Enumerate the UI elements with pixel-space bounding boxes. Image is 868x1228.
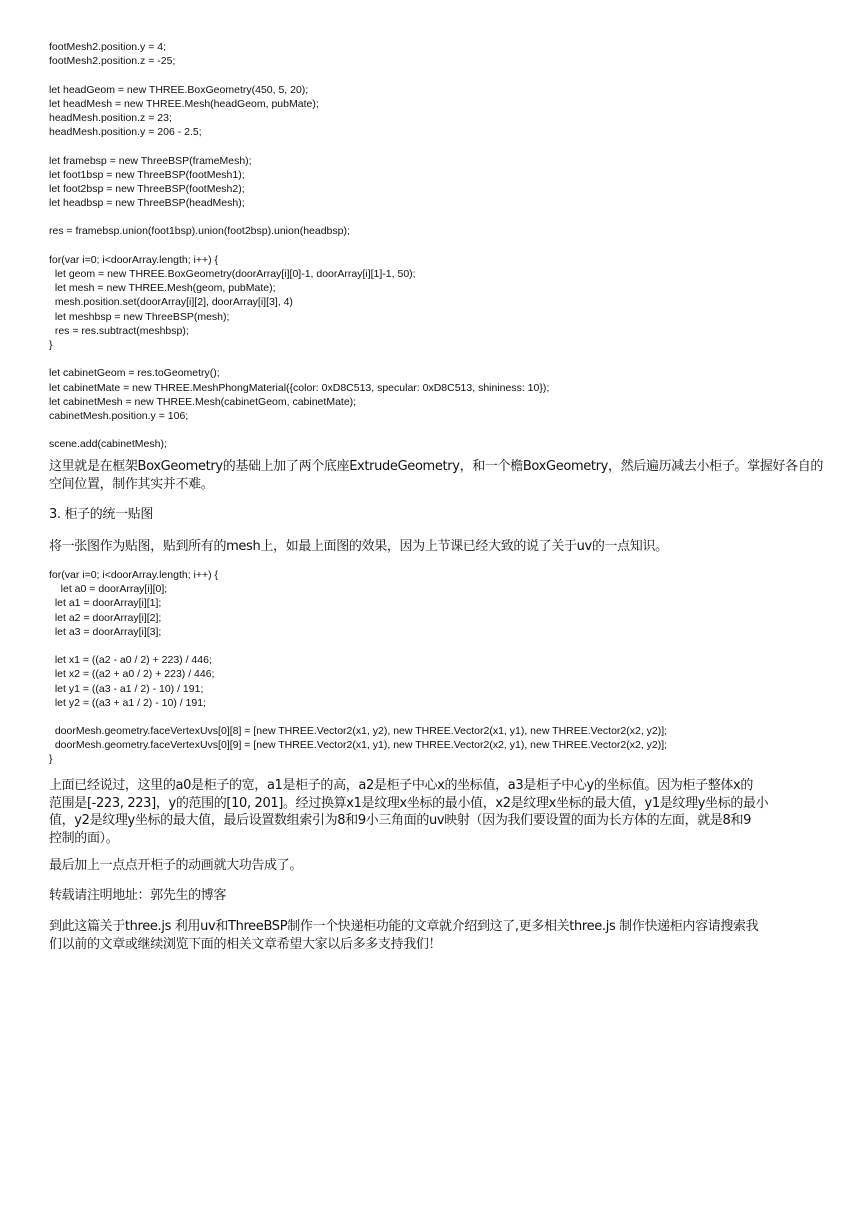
code-line: for(var i=0; i<doorArray.length; i++) { — [49, 569, 219, 581]
code-line — [49, 639, 667, 653]
code-line: headMesh.position.z = 23; — [49, 111, 172, 124]
paragraph-line: 们以前的文章或继续浏览下面的相关文章希望大家以后多多支持我们！ — [49, 936, 442, 952]
paragraph-text: 转载请注明地址：郭先生的博客 — [49, 888, 227, 903]
code-line: let x2 = ((a2 + a0 / 2) + 223) / 446; — [49, 668, 215, 681]
code-line: let a0 = doorArray[i][0]; — [49, 583, 168, 596]
section-heading-text: 3. 柜子的统一贴图 — [49, 507, 154, 522]
code-line: } — [49, 338, 53, 351]
code-line: let headMesh = new THREE.Mesh(headGeom, pubMate); — [49, 97, 319, 110]
code-line: let cabinetMate = new THREE.MeshPhongMaterial({color: 0xD8C513, specular: 0xD8C513, shininess: 10}); — [49, 381, 550, 394]
code-line: headMesh.position.y = 206 - 2.5; — [49, 126, 202, 139]
code-line — [49, 239, 549, 253]
code-line: let cabinetGeom = res.toGeometry(); — [49, 367, 220, 380]
paragraph-line: 上面已经说过，这里的a0是柜子的宽，a1是柜子的高，a2是柜子中心x的坐标值，a3是柜子中心y的坐标值。因为柜子整体x的 — [49, 778, 754, 793]
paragraph-closing — [49, 918, 824, 953]
code-line: res = framebsp.union(foot1bsp).union(foot2bsp).union(headbsp); — [49, 225, 350, 238]
code-line — [49, 352, 549, 366]
code-line: let framebsp = new ThreeBSP(frameMesh); — [49, 154, 252, 167]
code-line: cabinetMesh.position.y = 106; — [49, 409, 189, 422]
paragraph-text: 最后加上一点点开柜子的动画就大功告成了。 — [49, 858, 303, 873]
code-line: doorMesh.geometry.faceVertexUvs[0][9] = [new THREE.Vector2(x1, y1), new THREE.Vector2(x2, y1), new THREE.Vector2(x2, y2)]; — [49, 739, 668, 752]
code-line — [49, 68, 549, 82]
code-line — [49, 210, 549, 224]
code-line: footMesh2.position.z = -25; — [49, 55, 176, 68]
code-block-cabinet-geometry — [49, 40, 549, 451]
code-line: let a3 = doorArray[i][3]; — [49, 625, 162, 638]
code-line: let foot2bsp = new ThreeBSP(footMesh2); — [49, 182, 245, 195]
code-line: let geom = new THREE.BoxGeometry(doorArray[i][0]-1, doorArray[i][1]-1, 50); — [49, 268, 416, 280]
paragraph-line: 到此这篇关于three.js 利用uv和ThreeBSP制作一个快递柜功能的文章就介绍到这了,更多相关three.js 制作快递柜内容请搜索我 — [49, 919, 759, 934]
code-line: scene.add(cabinetMesh); — [49, 438, 167, 451]
paragraph-line: 范围是[-223, 223]，y的范围的[10, 201]。经过换算x1是纹理x坐标的最小值，x2是纹理x坐标的最大值，y1是纹理y坐标的最小 — [49, 795, 769, 811]
paragraph-line: 控制的面）。 — [49, 830, 119, 846]
paragraph-text: 这里就是在框架BoxGeometry的基础上加了两个底座ExtrudeGeometry，和一个檐BoxGeometry，然后遍历减去小柜子。掌握好各自的空间位置，制作其实并不难。 — [49, 459, 824, 492]
code-line: let cabinetMesh = new THREE.Mesh(cabinetGeom, cabinetMate); — [49, 395, 357, 408]
paragraph-texture-intro — [49, 538, 824, 556]
code-line: let meshbsp = new ThreeBSP(mesh); — [49, 310, 230, 323]
code-line: res = res.subtract(meshbsp); — [49, 324, 189, 337]
code-line: let y2 = ((a3 + a1 / 2) - 10) / 191; — [49, 696, 206, 709]
code-line — [49, 139, 549, 153]
code-line: mesh.position.set(doorArray[i][2], doorArray[i][3], 4) — [49, 296, 293, 309]
paragraph-conclusion — [49, 857, 302, 875]
code-line: let x1 = ((a2 - a0 / 2) + 223) / 446; — [49, 654, 212, 667]
paragraph-line: 值，y2是纹理y坐标的最大值，最后设置数组索引为8和9小三角面的uv映射（因为我们要设置的面为长方体的左面，就是8和9 — [49, 813, 752, 828]
code-line: let headbsp = new ThreeBSP(headMesh); — [49, 197, 245, 210]
paragraph-text: 将一张图作为贴图，贴到所有的mesh上，如最上面图的效果，因为上节课已经大致的说了关于uv的一点知识。 — [49, 539, 668, 554]
code-line: let y1 = ((a3 - a1 / 2) - 10) / 191; — [49, 682, 204, 695]
code-line: let mesh = new THREE.Mesh(geom, pubMate); — [49, 282, 276, 295]
paragraph-cabinet-description — [49, 458, 824, 493]
code-line: let a2 = doorArray[i][2]; — [49, 611, 162, 624]
code-line: doorMesh.geometry.faceVertexUvs[0][8] = [new THREE.Vector2(x1, y2), new THREE.Vector2(x1, y1), new THREE.Vector2(x2, y2)]; — [49, 725, 668, 738]
code-line — [49, 423, 549, 437]
code-line: footMesh2.position.y = 4; — [49, 41, 167, 53]
paragraph-uv-explanation — [49, 777, 824, 847]
code-block-uv-mapping — [49, 568, 667, 767]
paragraph-repost-notice — [49, 887, 226, 905]
code-line: let a1 = doorArray[i][1]; — [49, 597, 162, 610]
section-heading-unified-texture — [49, 506, 153, 524]
code-line: } — [49, 753, 53, 766]
code-line: let headGeom = new THREE.BoxGeometry(450, 5, 20); — [49, 83, 309, 96]
code-line: let foot1bsp = new ThreeBSP(footMesh1); — [49, 168, 245, 181]
code-line: for(var i=0; i<doorArray.length; i++) { — [49, 253, 219, 266]
code-line — [49, 710, 667, 724]
